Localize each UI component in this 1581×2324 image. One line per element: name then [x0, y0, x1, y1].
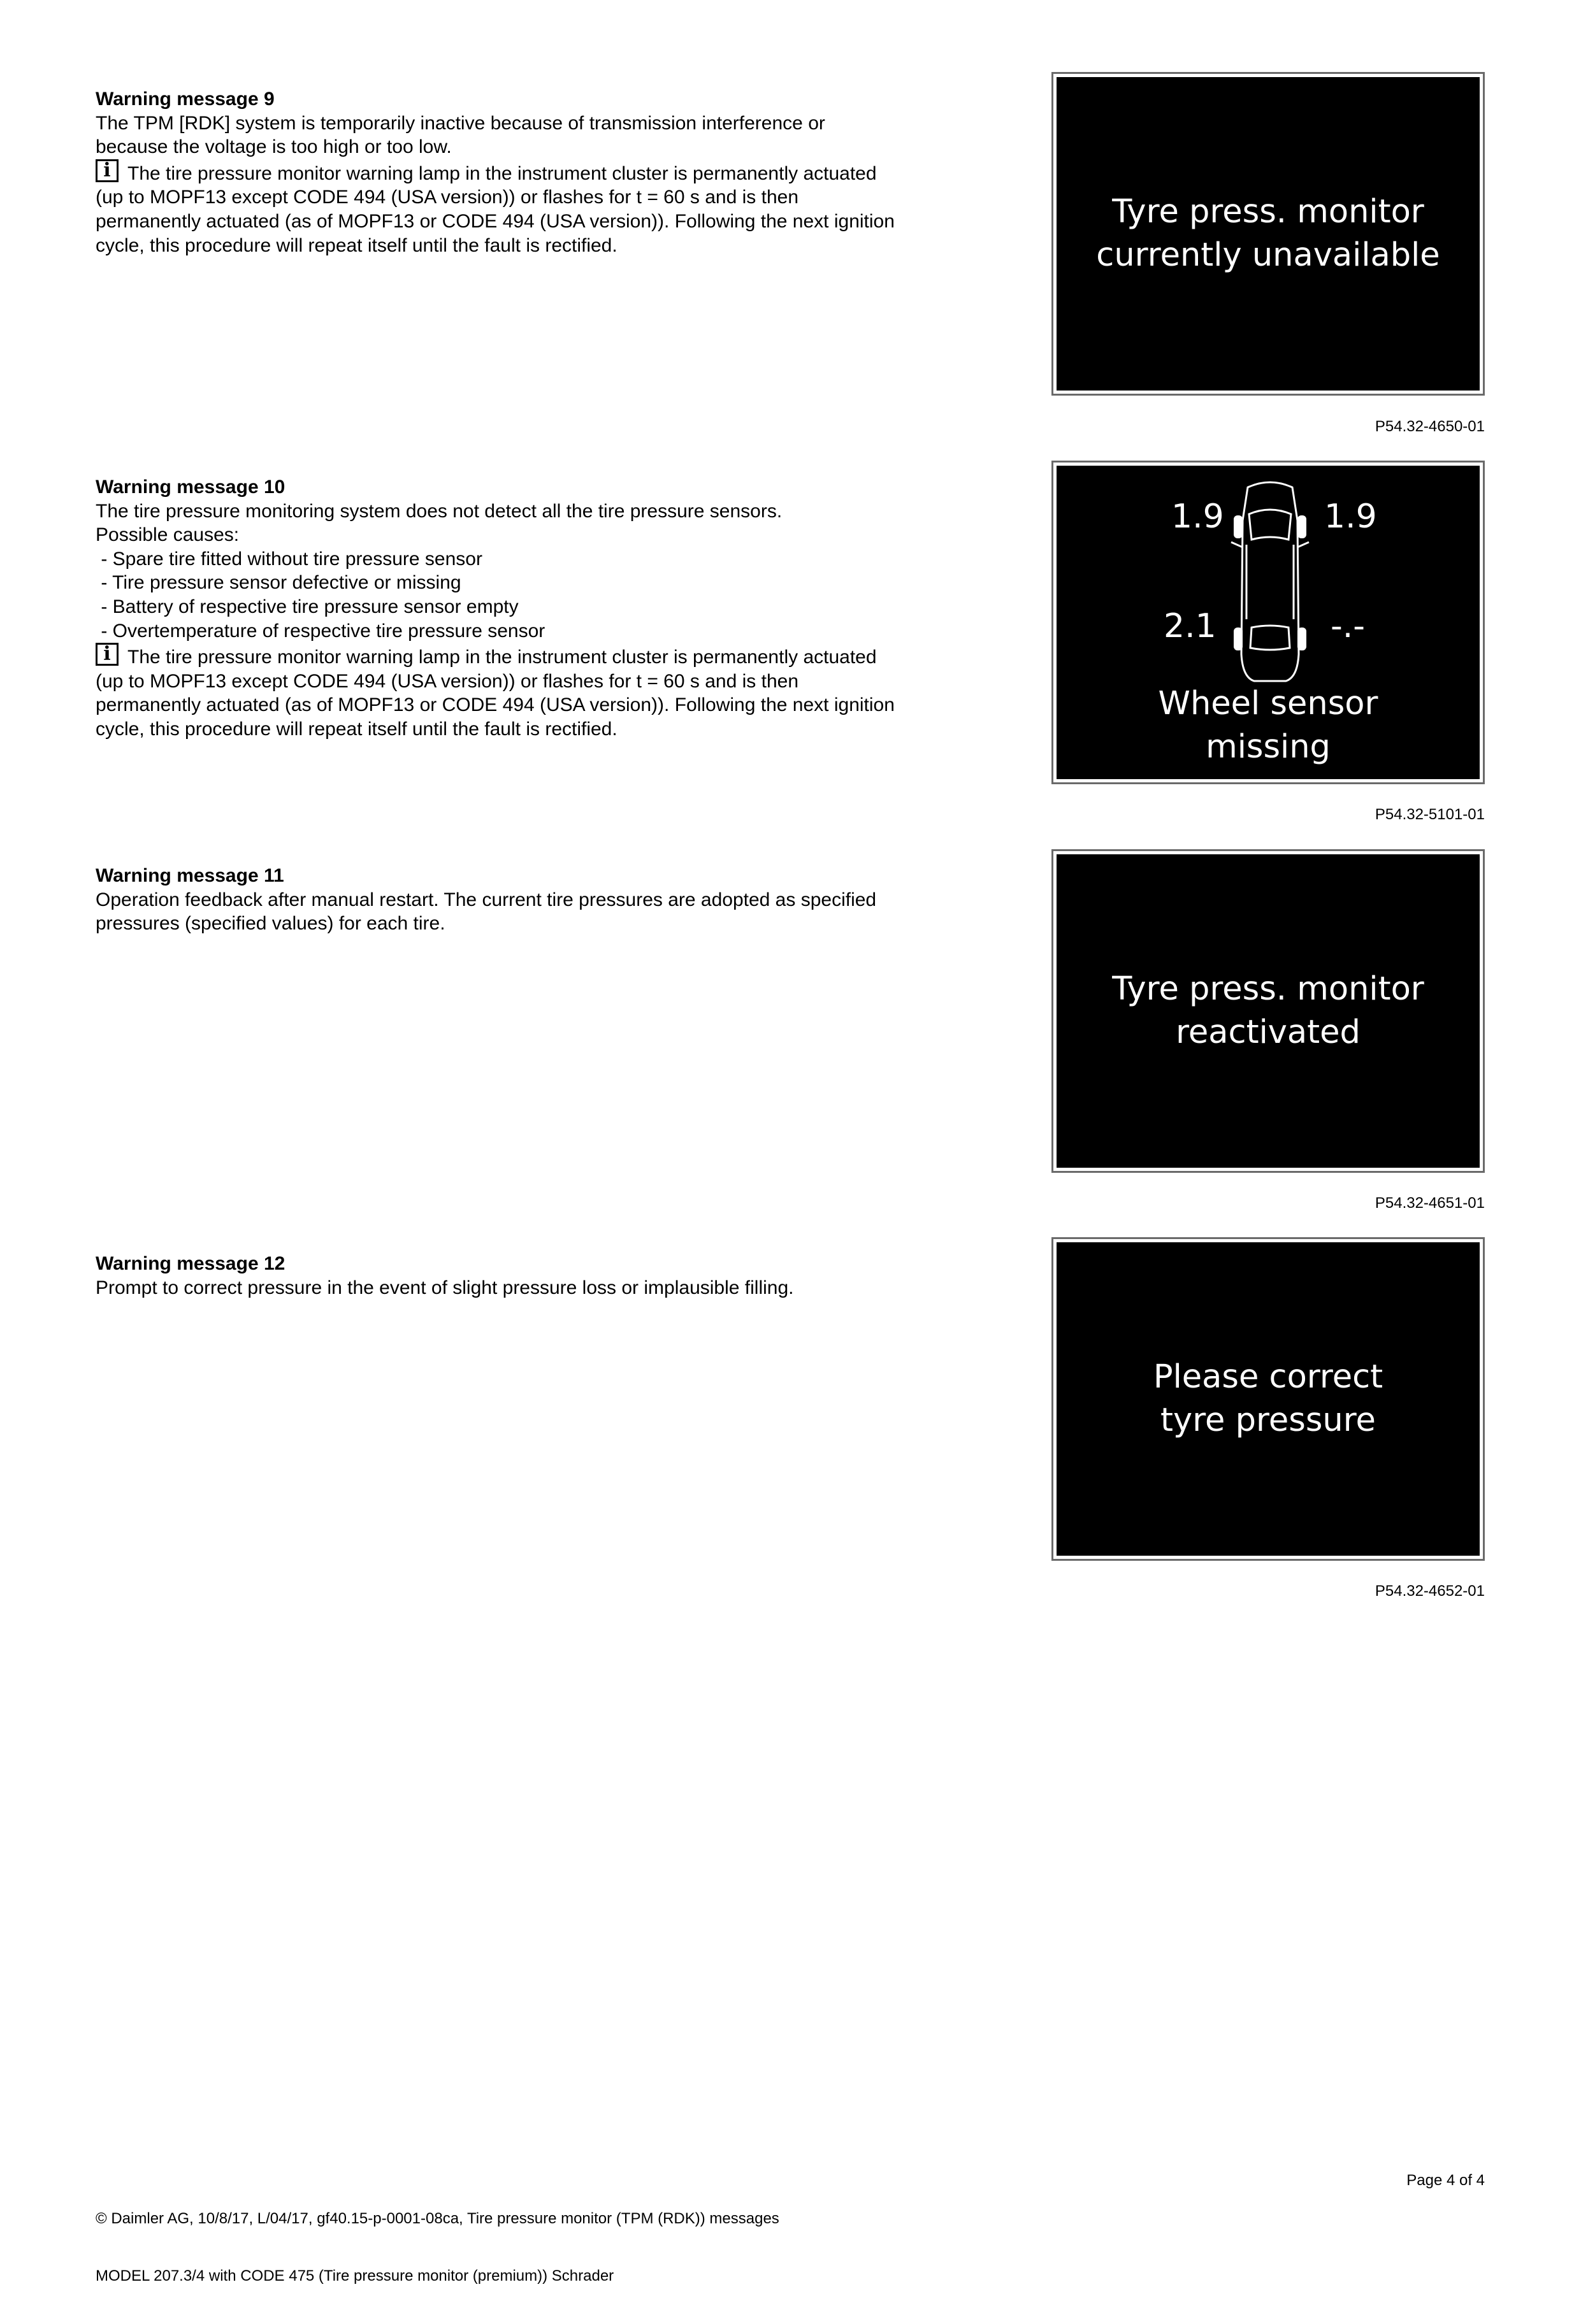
section-text: [96, 864, 1013, 936]
note-line: i The tire pressure monitor warning lamp in the instrument cluster is permanently actuated: [96, 159, 1013, 186]
cause-item: - Tire pressure sensor defective or missing: [96, 572, 461, 594]
display-message-line: Please correct: [1153, 1358, 1383, 1396]
tire-pressure-rear-left: 2.1: [1164, 607, 1216, 645]
body-line: The tire pressure monitoring system does not detect all the tire pressure sensors.: [96, 500, 783, 522]
section-text: [96, 87, 1013, 257]
cause-item: - Spare tire fitted without tire pressure sensor: [96, 548, 482, 570]
note-line: cycle, this procedure will repeat itself until the fault is rectified.: [96, 718, 617, 740]
section-heading: Warning message 9: [96, 89, 275, 110]
warning-section-9: [96, 87, 1485, 444]
note-line: (up to MOPF13 except CODE 494 (USA version)) or flashes for t = 60 s and is then: [96, 670, 798, 692]
display-message-line: tyre pressure: [1160, 1402, 1376, 1439]
instrument-display-image: [1051, 461, 1485, 784]
section-heading: Warning message 11: [96, 865, 284, 886]
display-message: Wheel sensor missing: [1158, 685, 1378, 766]
cause-item: - Overtemperature of respective tire pressure sensor: [96, 620, 545, 642]
note-line: i The tire pressure monitor warning lamp in the instrument cluster is permanently actuated: [96, 643, 1013, 670]
instrument-display-image: [1051, 1237, 1485, 1561]
body-line: because the voltage is too high or too low.: [96, 136, 452, 158]
body-line: Prompt to correct pressure in the event of slight pressure loss or implausible filling.: [96, 1277, 794, 1298]
body-line: The TPM [RDK] system is temporarily inactive because of transmission interference or: [96, 112, 825, 134]
car-top-view-icon: [1222, 476, 1318, 686]
instrument-display-image: [1051, 849, 1485, 1173]
section-text: [96, 1252, 1013, 1300]
figure-caption: P54.32-4650-01: [1375, 418, 1485, 435]
tire-pressure-rear-right: -.-: [1331, 607, 1366, 645]
warning-section-11: [96, 864, 1485, 1221]
tire-pressure-front-left: 1.9: [1171, 498, 1224, 536]
body-line: Operation feedback after manual restart. The current tire pressures are adopted as specified: [96, 889, 877, 910]
display-message-line: Tyre press. monitor: [1112, 193, 1424, 231]
figure-caption: P54.32-4651-01: [1375, 1194, 1485, 1212]
display-message-line: currently unavailable: [1096, 236, 1440, 274]
warning-section-12: [96, 1252, 1485, 1609]
cause-item: - Battery of respective tire pressure sensor empty: [96, 596, 519, 617]
footer-copyright-line: © Daimler AG, 10/8/17, L/04/17, gf40.15-p-0001-08ca, Tire pressure monitor (TPM (RDK)) messages: [96, 2210, 779, 2227]
note-line: permanently actuated (as of MOPF13 or CODE 494 (USA version)). Following the next ignition: [96, 210, 895, 232]
note-line: cycle, this procedure will repeat itself until the fault is rectified.: [96, 234, 617, 256]
section-text: [96, 475, 1013, 742]
warning-section-10: [96, 475, 1485, 832]
section-heading: Warning message 10: [96, 477, 285, 498]
footer-model-line: MODEL 207.3/4 with CODE 475 (Tire pressure monitor (premium)) Schrader: [96, 2267, 614, 2285]
instrument-display-image: [1051, 72, 1485, 396]
info-icon: i: [96, 159, 119, 182]
figure-caption: P54.32-5101-01: [1375, 806, 1485, 823]
figure-caption: P54.32-4652-01: [1375, 1582, 1485, 1600]
page-number: Page 4 of 4: [1406, 2172, 1485, 2189]
note-line: permanently actuated (as of MOPF13 or CODE 494 (USA version)). Following the next ignition: [96, 694, 895, 716]
note-line: (up to MOPF13 except CODE 494 (USA version)) or flashes for t = 60 s and is then: [96, 187, 798, 208]
body-line: Possible causes:: [96, 524, 240, 546]
body-line: pressures (specified values) for each tire.: [96, 913, 445, 935]
info-icon: i: [96, 643, 119, 666]
tire-pressure-front-right: 1.9: [1324, 498, 1377, 536]
display-message-line: reactivated: [1176, 1014, 1361, 1051]
display-message-line: Tyre press. monitor: [1112, 970, 1424, 1008]
section-heading: Warning message 12: [96, 1253, 285, 1274]
